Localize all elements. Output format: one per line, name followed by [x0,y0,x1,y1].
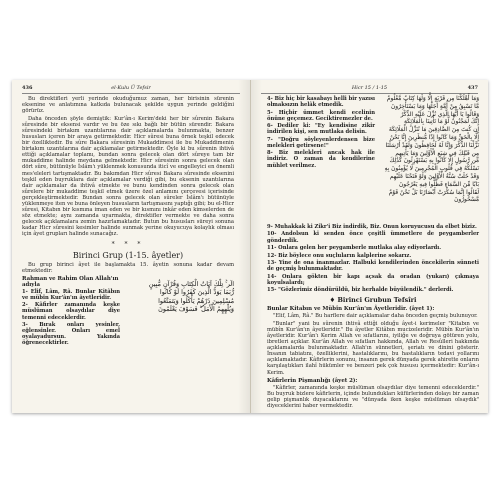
arabic-line: وَيُلْهِهِمُ الْأَمَلُ ۖ فَسَوْفَ يَعْلَمُونَ [158,304,234,313]
verse-translation: 14- Onlara gökten bir kapı açsak da oradan (yukarı) çıkmaya koyulsalardı; [267,273,479,286]
left-text-column [22,96,234,348]
verse-translation: 8- Biz melekleri ancak hak ile indiriz. O zaman da kendilerine mühlet verilmez. [267,150,375,169]
open-book [12,80,488,413]
arabic-line: وَقَدْ خَلَتْ سُنَّةُ الْأَوَّلِينَ وَلَوْ فَتَحْنَا عَلَيْهِم [389,173,479,180]
section-heading: Birinci Grup (1-15. âyetler) [72,250,184,260]
running-title: el-Kulu Ü Tefsir [111,85,151,91]
verse-translation: 2- Kâfirler zamanında keşke müslüman olsaydılar diye temenni edeceklerdir. [22,302,120,321]
right-page [251,80,488,413]
arabic-line: مُسْلِمِينَ ذَرْهُمْ يَأْكُلُوا وَيَتَمَتَّعُوا [158,296,234,305]
paragraph: "Elif, Lâm, Râ." Bu harflere dair açıklamalar daha önceden geçmiş bulunuyor. [273,313,478,320]
arabic-text [126,280,234,314]
verse-translation: 12- Biz böylece onu suçluların kalplerine sokarız. [267,252,412,259]
arabic-text [379,96,479,205]
left-page [12,80,250,413]
paragraph: "Kâfirler, zamanında keşke müslüman olsaydılar diye temenni edeceklerdir." Bu buyruk bizlere kâfirlerin, içinde bulundukları küfürlerinden dolayı bir zaman gelip pişmanlık duyacaklarını ve "dünyada iken keşke müslüman olsaydık" diyeceklerini haber vermektedir. [267,384,479,409]
left-page-header [22,85,240,94]
page-number: 436 [22,85,33,91]
right-text-column [267,96,479,410]
verse-translation: 6- Dediler ki: "Ey kendisine zikir indirilen kişi, sen mutlaka delisin. [267,123,375,136]
verse-translation: 9- Muhakkak ki Zikr'i Biz indirdik, Biz. Onun koruyucusu da elbet biziz. [267,224,477,230]
arabic-line: لَقَالُوا إِنَّمَا سُكِّرَتْ أَبْصَارُنَا بَلْ نَحْنُ قَوْمٌ مَّسْحُورُونَ [388,189,479,204]
verse-translation: 15- "Gözlerimiz döndürüldü, biz herhalde büyülendik." derlerdi. [267,287,454,294]
subheading: Bunlar Kitabın ve Mübîn Kur'ân'ın Âyetleridir. (âyet 1): [267,306,435,313]
paragraph: Bu direktifleri yerli yerinde okuduğumuz zaman, her birisinin sürenin eksenine ve anlatımına katkıda bulunacak şekilde uygun yerinde geldiğini görürüz. [22,96,234,115]
arabic-line: إِن كُنتَ مِنَ الصَّادِقِينَ مَا نُنَزِّلُ الْمَلَائِكَةَ [388,127,479,134]
arabic-line: مِن قَبْلِكَ فِي شِيَعِ الْأَوَّلِينَ وَمَا يَأْتِيهِم [395,150,479,157]
paragraph: Daha önceden şöyle demiştik: Kur'ân-ı Kerim'deki her bir sûrenin Bakara sûresinde bir eksensi vardır ve bu öze sıkı bağlı bir bütün sürendir. Bakara sûresindeki birtakım uzantılarına dair açıklamalarda bulunmakta, benzer hususları içeren bir araya getirmektedir. Hicr sûresi buna örnek teşkil edecek bir özelliktedir. Bu sûre Bakara sûresinin Mukaddimesi ile bu Mukaddimenin birtakım uzantılarına dair açıklamalar getirmektedir. Öyle ki bu sûrenin ihtivâ ettiği açıklamalar toplamı, bundan sonra gelecek olan dört sûreye tam bir mukaddime halinde meydana gelmektedir. Hicr sûresinin sonra gelecek olan dört sûre, bütünüyle İslâm'ı yüklenmek konusunda iticî ve engelleyici en önemli mes'eleleri tartışmaktadır. Bu bakımdan Hicr sûresi Bakara sûresinde eksenini teşkil eden buyruklara dair açıklamalar verdiği gibi, bu eksenin uzantılarına dair açıklamalar da ihtivâ etmekte ve bunu kendinden sonra gelecek olan sûrelere bir mukaddime teşkil etmek üzere özel anlamını çerçevesi içerisinde gerçekleştirmektedir. Bundan sonra gelecek olan sûreler İslâm'ı bütünüyle yüklenmeye iten ve buna önleyen hususların tartışmasını yaptığı gibi; bu el-Hicr sûresi, Kitabın bir kısmına iman eden ve bir kısmını inkâr eden kimselerden de söz etmekte; aynı zamanda uyarmakta, direktifler vermekte ve daha sonra gelecek açıklamalara zemin hazırlamaktadır. Butun bu hususları süreyi sonuna kadar Hicr sûresini kesimler halinde sunmak yerine okuyucuya kolaylık olması için âyet grupları halinde sunacağız. [22,115,234,238]
arabic-line: الٓر ۚ تِلْكَ آيَاتُ الْكِتَابِ وَقُرْآنٍ مُّبِينٍ [148,279,234,288]
arabic-line: رُّبَمَا يَوَدُّ الَّذِينَ كَفَرُوا لَوْ كَانُوا [159,288,234,297]
verse-translation: 11- Onlara gelen her peygamberle mutlaka alay ediyorlardı. [267,245,442,252]
arabic-line: إِنَّكَ لَمَجْنُونٌ لَّوْ مَا تَأْتِينَا بِالْمَلَائِكَةِ [404,119,479,126]
arabic-line: مِّن رَّسُولٍ إِلَّا كَانُوا بِهِ يَسْتَهْزِئُونَ كَذَٰلِكَ [389,158,479,165]
intro-paragraph: Bu grup birinci âyet ile başlamakta 15. âyetin sonuna kadar devam etmektedir: [22,261,234,274]
verse-translation: 1- Elif, Lâm, Râ. Bunlar Kitâbın ve mübîn Kur'ân'ın âyetleridir. [22,288,120,301]
arabic-line: بَابًا مِّنَ السَّمَاءِ فَظَلُّوا فِيهِ يَعْرُجُونَ [398,181,479,188]
running-title: Hicr 15 / 1-15 [351,85,388,91]
subheading: Rahman ve Rahim Olan Allah'ın adıyla [22,275,119,288]
verse-block [267,96,479,224]
arabic-line: نَسْلُكُهُ فِي قُلُوبِ الْمُجْرِمِينَ لَا يُؤْمِنُونَ بِهِ [384,166,479,173]
arabic-line: وَقَالُوا يَا أَيُّهَا الَّذِي نُزِّلَ عَلَيْهِ الذِّكْرُ [400,111,479,118]
section-heading: ♦ Birinci Grubun Tefsîri [329,296,417,305]
arabic-line: مَّا تَسْبِقُ مِنْ أُمَّةٍ أَجَلَهَا وَمَا يَسْتَأْخِرُونَ [391,103,479,110]
right-page-header [261,85,478,94]
section-divider: * * * [111,240,145,248]
verse-translation: 5- Hiçbir ümmet kendi ecelinin önüne geçemez. Geciktiremezler de. [267,109,375,122]
verse-translation: 7- "Doğru söyleyenlerdensen bize melekleri getirsene!" [267,136,375,149]
verse-translation: 10- Andolsun ki senden önce çeşitli ümmetlere de peygamberler gönderdik. [267,231,479,244]
paragraph: "Bunlar" yani bu sûrenin ihtivâ ettiği olduğu âyet-i kerimeler "Kitabın ve mübîn Kur'ân'ın âyetleridir." Bu âyetler Kitâbın mucizeleridir. Mübîn Kur'ân'ın âyetleridir. Kur'ân'ı Kerim Allah ve sıfatlarını, iyiliğe ve doğruya götüren yolu, ibretleri açıklar. Kur'ân Allah ve sıfatları hakkında, Allah ve Resûlleri hakkında açıklamalarda bulunmaktadır. Allah'ın sünnetleri, şeriatı ve dinini gösterir. İnsanın tabiatını, özelliklerini, hastalıklarını, bu hastalıkların tedavi yollarını açıklamaktadır. Kâfirlerin sonunu, insanın gerek dünyada gerek ahirette onların karşılaştıkları ilahî hükümler ve benzeri pek çok hususu içermektedir: Kur'ân-ı Kerim. [267,320,479,376]
subheading: Kâfirlerin Pişmanlığı (âyet 2): [267,377,358,384]
verse-translation: 4- Biz hiç bir kasabayı helli bir yazısı olmaksızın helâk etmedik. [267,96,375,109]
arabic-line: إِلَّا بِالْحَقِّ وَمَا كَانُوا إِذًا مُّنظَرِينَ إِنَّا نَحْنُ [389,134,479,141]
verse-translation: 13- Yine de ona inanmazlar. Halbuki kendilerinden öncekilerin sünneti de geçmiş bulunmaktadır. [267,260,479,273]
verse-block [22,276,234,347]
verse-translation: 3- Bırak onları yesinler, eğlensinler. Onları emel oyalayadursun. Yakında öğrenecektirler. [22,321,120,347]
arabic-line: وَمَا أَهْلَكْنَا مِن قَرْيَةٍ إِلَّا وَلَهَا كِتَابٌ مَّعْلُومٌ [386,96,479,102]
page-number: 437 [467,85,478,91]
arabic-line: نَزَّلْنَا الذِّكْرَ وَإِنَّا لَهُ لَحَافِظُونَ وَلَقَدْ أَرْسَلْنَا [385,142,479,149]
